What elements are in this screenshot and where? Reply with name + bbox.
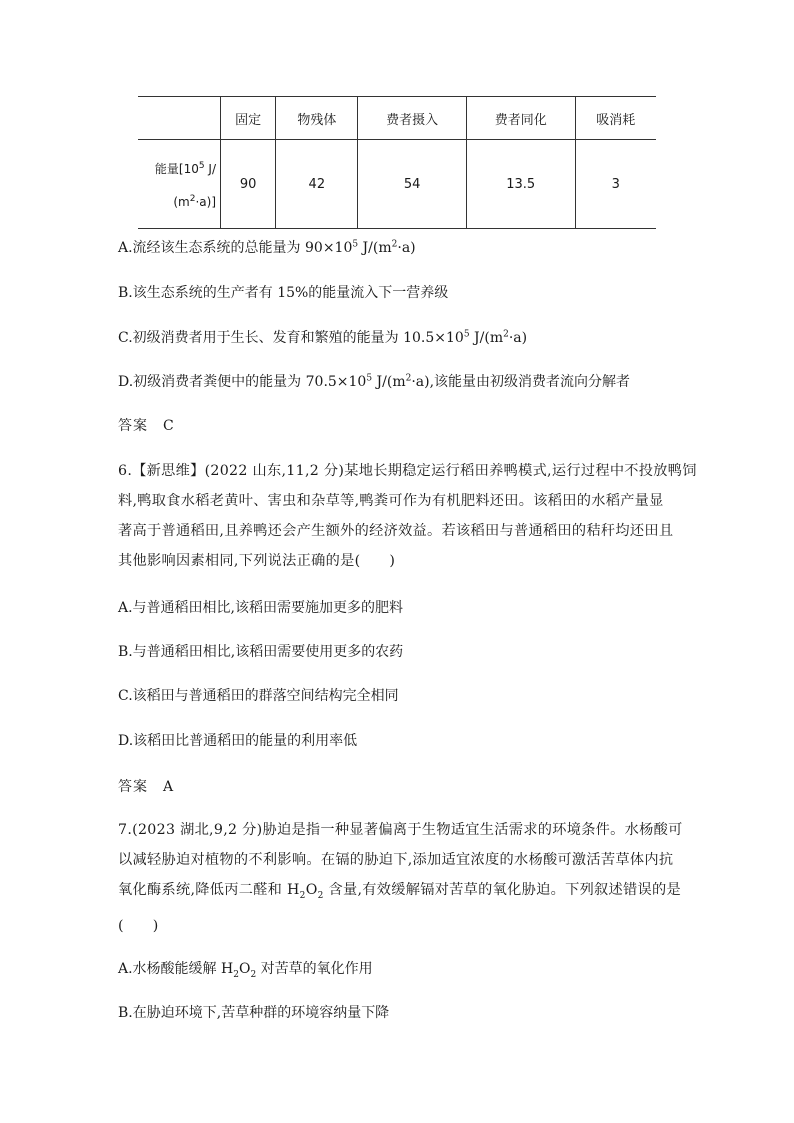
- table-row: [138, 140, 656, 229]
- q5-option-b: B.该生态系统的生产者有 15%的能量流入下一营养级: [118, 285, 449, 301]
- q7-stem-line3: 氧化酶系统,降低丙二醛和 $H_2O_2$ 含量,有效缓解镉对苦草的氧化胁迫。下列叙述错误的是: [118, 882, 681, 901]
- q6-option-a: A.与普通稻田相比,该稻田需要施加更多的肥料: [118, 600, 404, 616]
- header-cell: 费者摄入: [358, 97, 467, 140]
- q7-option-b: B.在胁迫环境下,苦草种群的环境容纳量下降: [118, 1005, 390, 1021]
- q6-answer: 答案 A: [118, 779, 175, 795]
- q7-stem: 7.(2023 湖北,9,2 分)胁迫是指一种显著偏离于生物适宜生活需求的环境条件。水杨酸可 以减轻胁迫对植物的不利影响。在镉的胁迫下,添加适宜浓度的水杨酸可激活苦草体内抗 氧化酶系统,降低丙二醛和 $H_2O_2$ 含量,有效缓解镉对苦草的氧化胁迫。下列叙述错误的是 ( ): [118, 822, 683, 934]
- header-cell: 物残体: [276, 97, 358, 140]
- table-cell: 42: [276, 140, 358, 229]
- q6-option-d: D.该稻田比普通稻田的能量的利用率低: [118, 733, 358, 749]
- q5-option-c: C.初级消费者用于生长、发育和繁殖的能量为 $10.5\times 10^5$ $J/(m^2\cdot a)$: [118, 329, 528, 346]
- q6-option-b: B.与普通稻田相比,该稻田需要使用更多的农药: [118, 644, 404, 660]
- table-header-row: [138, 97, 656, 140]
- table-cell: 13.5: [466, 140, 575, 229]
- q5-option-d: D.初级消费者粪便中的能量为 $70.5\times 10^5$ $J/(m^2\cdot a)$,该能量由初级消费者流向分解者: [118, 373, 631, 390]
- q5-option-a: A.流经该生态系统的总能量为 $90\times 10^5$ $J/(m^2\cdot a)$: [118, 239, 416, 256]
- table-cell: 54: [358, 140, 467, 229]
- header-cell: 费者同化: [466, 97, 575, 140]
- q7-option-a: A.水杨酸能缓解 $H_2O_2$ 对苦草的氧化作用: [118, 961, 373, 980]
- row-label: 能量[$10^5$ J/ $(m^2\cdot a)$]: [154, 161, 216, 209]
- table-cell: 90: [221, 140, 276, 229]
- energy-table: [138, 96, 656, 229]
- q6-option-c: C.该稻田与普通稻田的群落空间结构完全相同: [118, 688, 399, 704]
- header-cell: 吸消耗: [575, 97, 656, 140]
- header-cell: [138, 97, 221, 140]
- q6-stem: 6.【新思维】(2022 山东,11,2 分)某地长期稳定运行稻田养鸭模式,运行过程中不投放鸭饲 料,鸭取食水稻老黄叶、害虫和杂草等,鸭粪可作为有机肥料还田。该稻田的水稻产量显 著高于普通稻田,且养鸭还会产生额外的经济效益。若该稻田与普通稻田的秸秆均还田且 其他影响因素相同,下列说法正确的是( ): [118, 463, 697, 569]
- header-cell: 固定: [221, 97, 276, 140]
- q5-answer: 答案 C: [118, 418, 175, 434]
- table-cell: 3: [575, 140, 656, 229]
